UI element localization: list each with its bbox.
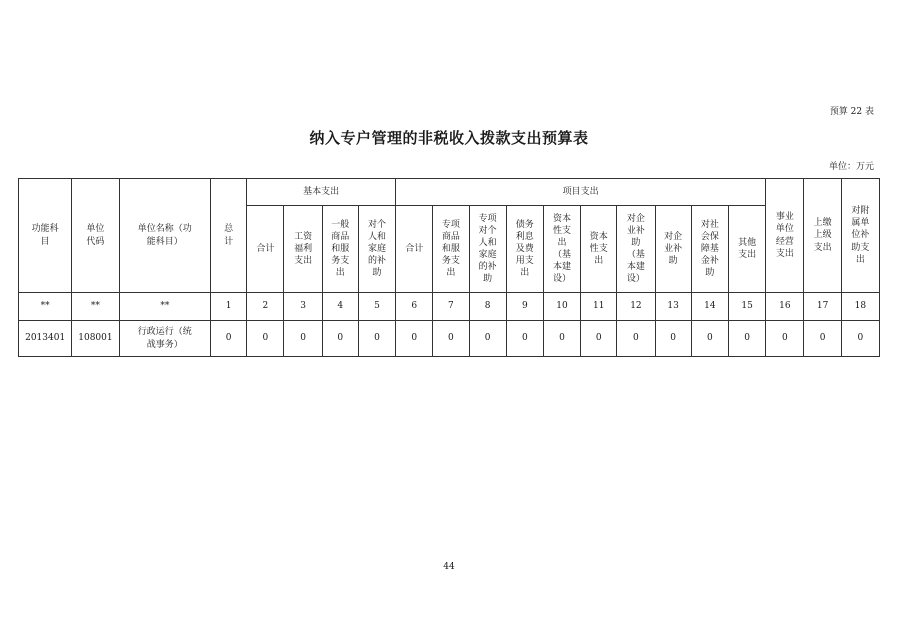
header-basic-goods-services: 一般商品和服务支出 <box>322 206 358 293</box>
row-cell: 0 <box>728 321 765 357</box>
budget-table <box>18 178 880 357</box>
header-basic-wages: 工资福利支出 <box>284 206 322 293</box>
index-cell: 14 <box>691 293 728 321</box>
index-cell: 18 <box>841 293 879 321</box>
index-cell: 15 <box>728 293 765 321</box>
index-cell: 16 <box>766 293 804 321</box>
index-cell: ** <box>72 293 119 321</box>
row-cell: 0 <box>617 321 655 357</box>
header-project-enterprise-construction: 对企业补助（基本建设） <box>617 206 655 293</box>
header-business-expense: 事业单位经营支出 <box>766 179 804 293</box>
table-row <box>19 321 880 357</box>
unit-label: 单位：万元 <box>828 162 874 172</box>
header-subsidiary-expense: 对附属单位补助支出 <box>841 179 879 293</box>
index-cell: 9 <box>506 293 543 321</box>
index-cell: ** <box>119 293 211 321</box>
index-cell: 7 <box>433 293 469 321</box>
index-cell: 4 <box>322 293 358 321</box>
row-cell: 0 <box>506 321 543 357</box>
row-cell: 0 <box>655 321 691 357</box>
header-basic-subtotal: 合计 <box>247 206 284 293</box>
form-number: 预算 22 表 <box>829 107 874 117</box>
row-cell: 0 <box>543 321 580 357</box>
index-cell: 13 <box>655 293 691 321</box>
index-cell: 5 <box>358 293 395 321</box>
index-cell: 12 <box>617 293 655 321</box>
index-cell: ** <box>19 293 72 321</box>
page-number: 44 <box>443 562 455 572</box>
index-row <box>19 293 880 321</box>
row-cell: 0 <box>396 321 433 357</box>
header-project-capital-construction: 资本性支出（基本建设） <box>543 206 580 293</box>
header-group-project: 项目支出 <box>396 179 766 206</box>
row-cell: 0 <box>358 321 395 357</box>
header-project-personal-subsidy: 专项对个人和家庭的补助 <box>469 206 506 293</box>
row-unit-code: 108001 <box>72 321 119 357</box>
header-project-capital: 资本性支出 <box>581 206 617 293</box>
row-cell: 0 <box>766 321 804 357</box>
header-group-basic: 基本支出 <box>247 179 396 206</box>
row-cell: 0 <box>841 321 879 357</box>
index-cell: 1 <box>211 293 247 321</box>
page-title: 纳入专户管理的非税收入拨款支出预算表 <box>309 129 589 147</box>
row-cell: 0 <box>691 321 728 357</box>
header-superior-expense: 上缴上级支出 <box>804 179 841 293</box>
header-project-enterprise-subsidy: 对企业补助 <box>655 206 691 293</box>
header-project-social-security: 对社会保障基金补助 <box>691 206 728 293</box>
index-cell: 10 <box>543 293 580 321</box>
header-func-subject: 功能科目 <box>19 179 72 293</box>
header-unit-code: 单位代码 <box>72 179 119 293</box>
row-func-subject: 2013401 <box>19 321 72 357</box>
row-cell: 0 <box>581 321 617 357</box>
row-unit-name: 行政运行（统战事务） <box>119 321 211 357</box>
row-cell: 0 <box>211 321 247 357</box>
row-cell: 0 <box>284 321 322 357</box>
row-cell: 0 <box>804 321 841 357</box>
header-project-other: 其他支出 <box>728 206 765 293</box>
header-unit-name: 单位名称（功能科目） <box>119 179 211 293</box>
header-project-debt-interest: 债务利息及费用支出 <box>506 206 543 293</box>
index-cell: 3 <box>284 293 322 321</box>
header-total: 总计 <box>211 179 247 293</box>
index-cell: 2 <box>247 293 284 321</box>
index-cell: 11 <box>581 293 617 321</box>
header-basic-personal-subsidy: 对个人和家庭的补助 <box>358 206 395 293</box>
header-project-goods-services: 专项商品和服务支出 <box>433 206 469 293</box>
index-cell: 8 <box>469 293 506 321</box>
row-cell: 0 <box>322 321 358 357</box>
index-cell: 17 <box>804 293 841 321</box>
row-cell: 0 <box>247 321 284 357</box>
header-project-subtotal: 合计 <box>396 206 433 293</box>
index-cell: 6 <box>396 293 433 321</box>
row-cell: 0 <box>433 321 469 357</box>
row-cell: 0 <box>469 321 506 357</box>
